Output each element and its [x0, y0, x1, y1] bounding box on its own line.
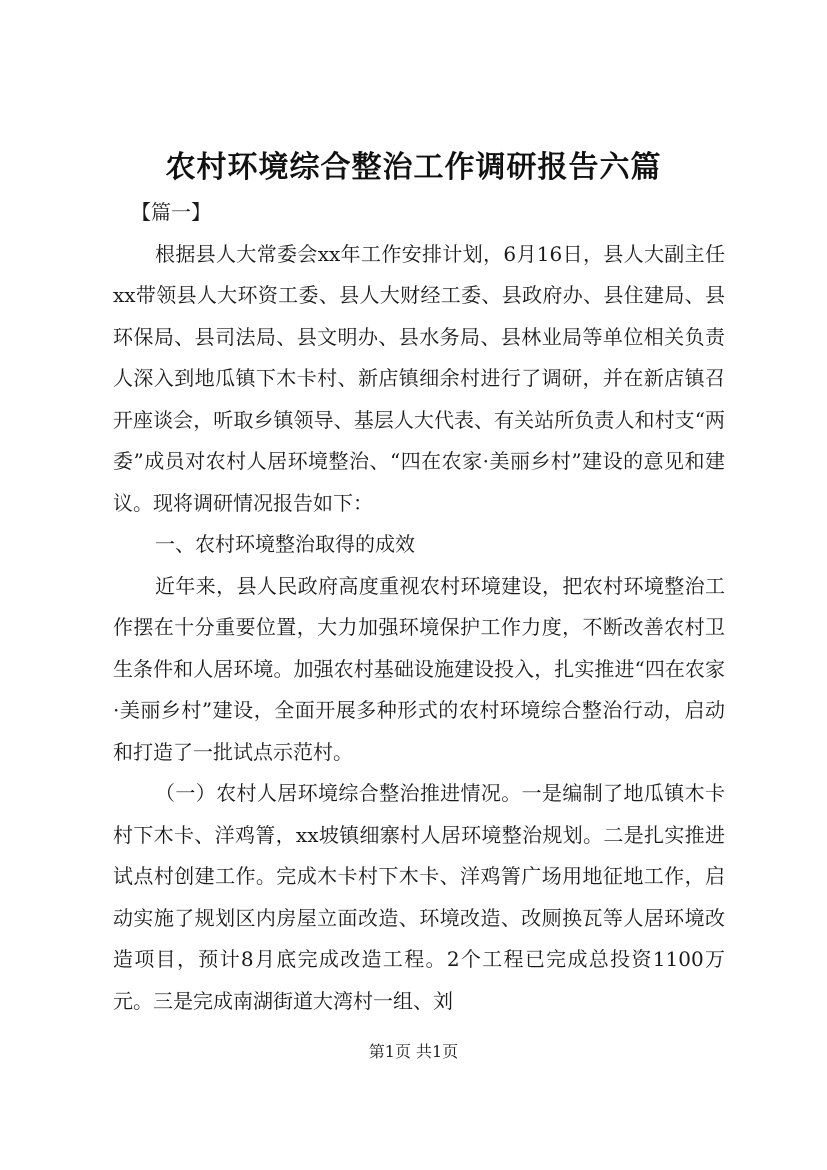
paragraph-overview: 近年来，县人民政府高度重视农村环境建设，把农村环境整治工作摆在十分重要位置，大力加强环境保护工作力度，不断改善农村卫生条件和人居环境。加强农村基础设施建设投入，扎实推进“四在农家·美丽乡村”建设，全面开展多种形式的农村环境综合整治行动，启动和打造了一批试点示范村。 — [113, 573, 725, 764]
paragraph-progress: （一）农村人居环境综合整治推进情况。一是编制了地瓜镇木卡村下木卡、洋鸡箐，xx坡镇细寨村人居环境整治规划。二是扎实推进试点村创建工作。完成木卡村下木卡、洋鸡箐广场用地征地工作，启动实施了规划区内房屋立面改造、环境改造、改厕换瓦等人居环境改造项目，预计8月底完成改造工程。2个工程已完成总投资1100万元。三是完成南湖街道大湾村一组、刘 — [113, 781, 725, 1013]
section-label: 【篇一】 — [131, 200, 211, 224]
paragraph-intro: 根据县人大常委会xx年工作安排计划，6月16日，县人大副主任xx带领县人大环资工委、县人大财经工委、县政府办、县住建局、县环保局、县司法局、县文明办、县水务局、县林业局等单位相关负责人深入到地瓜镇下木卡村、新店镇细余村进行了调研，并在新店镇召开座谈会，听取乡镇领导、基层人大代表、有关站所负责人和村支“两委”成员对农村人居环境整治、“四在农家·美丽乡村”建设的意见和建议。现将调研情况报告如下： — [113, 241, 725, 515]
page-footer: 第1页 共1页 — [368, 1042, 459, 1061]
heading-achievements: 一、农村环境整治取得的成效 — [155, 532, 415, 556]
document-title: 农村环境综合整治工作调研报告六篇 — [165, 150, 662, 185]
document-body — [113, 192, 725, 1022]
